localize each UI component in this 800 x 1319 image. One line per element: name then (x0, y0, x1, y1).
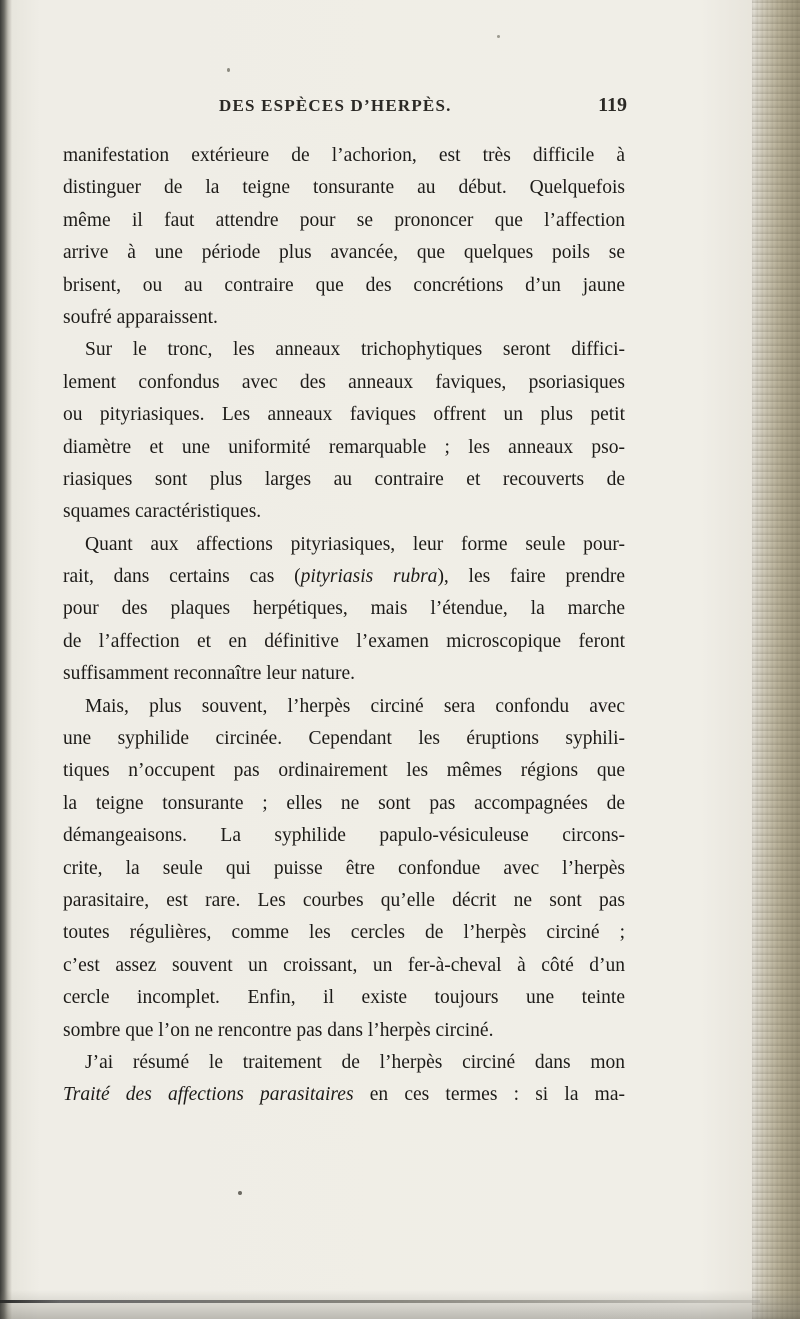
italic-book-title: Traité des affections parasitaires (63, 1084, 354, 1106)
text-line-with-italic (63, 1079, 625, 1111)
page-number: 119 (598, 94, 627, 116)
text-line: même il faut attendre pour se prononcer que l’affection (63, 209, 625, 231)
text-line: tiques n’occupent pas ordinairement les mêmes régions que (63, 760, 625, 782)
paragraph-start-line: J’ai résumé le traitement de l’herpès circiné dans mon (85, 1051, 625, 1073)
body-text (63, 140, 625, 1112)
text-line: parasitaire, est rare. Les courbes qu’elle décrit ne sont pas (63, 889, 625, 911)
text-line: démangeaisons. La syphilide papulo-vésiculeuse circons- (63, 825, 625, 847)
paragraph-start-line: Sur le tronc, les anneaux trichophytiques seront diffici- (85, 339, 625, 361)
text-line: cercle incomplet. Enfin, il existe toujours une teinte (63, 987, 625, 1009)
text-line: brisent, ou au contraire que des concrétions d’un jaune (63, 274, 625, 296)
ink-speck (227, 68, 230, 72)
text-line: suffisamment reconnaître leur nature. (63, 663, 356, 685)
running-header (219, 96, 627, 122)
text-line: crite, la seule qui puisse être confondue avec l’herpès (63, 857, 625, 879)
paragraph-start-line: Mais, plus souvent, l’herpès circiné sera confondu avec (85, 695, 625, 717)
text-segment: ), les faire prendre (437, 566, 625, 588)
text-line: distinguer de la teigne tonsurante au début. Quelquefois (63, 177, 625, 199)
text-line: c’est assez souvent un croissant, un fer-à-cheval à côté d’un (63, 954, 625, 976)
text-line-with-italic (63, 561, 625, 593)
text-segment: rait, dans certains cas ( (63, 566, 301, 588)
text-line: soufré apparaissent. (63, 306, 218, 328)
text-line: arrive à une période plus avancée, que quelques poils se (63, 242, 625, 264)
text-line: une syphilide circinée. Cependant les éruptions syphili- (63, 728, 625, 750)
text-line: sombre que l’on ne rencontre pas dans l’herpès circiné. (63, 1019, 494, 1041)
italic-term: pityriasis rubra (300, 566, 438, 588)
ink-speck (497, 35, 500, 38)
text-line: ou pityriasiques. Les anneaux faviques offrent un plus petit (63, 404, 625, 426)
paragraph-start-line: Quant aux affections pityriasiques, leur forme seule pour- (85, 533, 625, 555)
binding-edge (0, 0, 12, 1319)
text-segment: en ces termes : si la ma- (353, 1084, 625, 1106)
text-line: toutes régulières, comme les cercles de l’herpès circiné ; (63, 922, 625, 944)
page-bottom-edge (0, 1300, 760, 1303)
running-title: DES ESPÈCES D’HERPÈS. (219, 96, 452, 115)
page-fore-edge (752, 0, 800, 1319)
ink-speck (238, 1191, 242, 1195)
text-line: lement confondus avec des anneaux faviques, psoriasiques (63, 371, 625, 393)
text-line: diamètre et une uniformité remarquable ; les anneaux pso- (63, 436, 625, 458)
text-line: la teigne tonsurante ; elles ne sont pas accompagnées de (63, 792, 625, 814)
text-line: squames caractéristiques. (63, 501, 262, 523)
text-line: riasiques sont plus larges au contraire et recouverts de (63, 468, 625, 490)
text-line: pour des plaques herpétiques, mais l’étendue, la marche (63, 598, 625, 620)
text-line: de l’affection et en définitive l’examen microscopique feront (63, 630, 625, 652)
text-line: manifestation extérieure de l’achorion, est très difficile à (63, 145, 625, 166)
page-bottom-shadow (0, 1290, 800, 1319)
